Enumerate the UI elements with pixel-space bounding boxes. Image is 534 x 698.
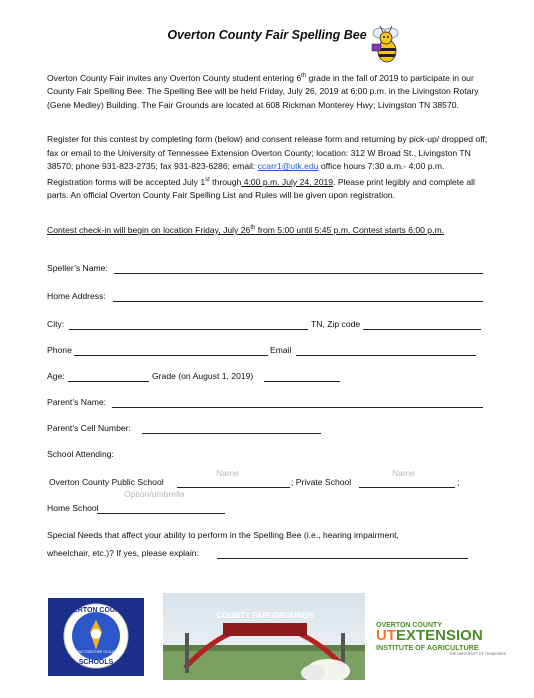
public-school-hint: Name bbox=[216, 468, 239, 478]
checkin-sup: th bbox=[250, 225, 256, 231]
phone-label: Phone bbox=[47, 345, 72, 355]
home-school-field[interactable] bbox=[97, 513, 225, 514]
email-link[interactable]: ccarr1@utk.edu bbox=[257, 161, 319, 172]
speller-name-field[interactable] bbox=[114, 273, 483, 274]
schools-logo-top-text: OVERTON COUNTY bbox=[63, 607, 129, 614]
home-school-hint: Option/umbrella bbox=[124, 489, 185, 499]
overton-schools-logo bbox=[48, 598, 144, 676]
intro-paragraph bbox=[47, 70, 492, 113]
speller-name-label: Speller’s Name: bbox=[47, 263, 108, 273]
register-deadline: 4:00 p.m. July 24, 2019 bbox=[241, 176, 334, 187]
city-field[interactable] bbox=[69, 329, 308, 330]
parent-name-field[interactable] bbox=[112, 407, 483, 408]
public-school-field[interactable] bbox=[177, 487, 290, 488]
private-school-label: ; Private School bbox=[291, 477, 352, 487]
email-label: Email bbox=[270, 345, 292, 355]
intro-sup: th bbox=[301, 73, 307, 79]
public-school-label: Overton County Public School bbox=[49, 477, 164, 487]
fair-sign-text: COUNTY FAIR GROUNDS bbox=[216, 611, 314, 620]
ext-institute-text: INSTITUTE OF AGRICULTURE bbox=[376, 643, 479, 652]
phone-field[interactable] bbox=[74, 355, 268, 356]
register-sup: st bbox=[205, 176, 210, 183]
register-text-b: office hours 7:30 a.m.- 4:00 p.m. Registration forms will be accepted July 1 bbox=[47, 161, 445, 187]
parent-cell-label: Parent’s Cell Number: bbox=[47, 423, 131, 433]
intro-text: Overton County Fair invites any Overton County student entering 6 bbox=[47, 72, 302, 83]
special-needs-label-2: wheelchair, etc.)? If yes, please explain: bbox=[47, 548, 199, 558]
ext-county-text: OVERTON COUNTY bbox=[376, 622, 442, 629]
checkin-text: Contest check-in will begin on location Friday, July 26 bbox=[47, 224, 251, 235]
ut-extension-logo bbox=[376, 622, 516, 662]
ext-ut-mark: UT bbox=[376, 627, 396, 644]
special-needs-label-1: Special Needs that affect your ability to perform in the Spelling Bee (i.e., hearing impairment, bbox=[47, 530, 399, 540]
private-school-field[interactable] bbox=[359, 487, 455, 488]
page-title: Overton County Fair Spelling Bee bbox=[167, 28, 367, 42]
ext-name-text: EXTENSION bbox=[396, 627, 483, 644]
city-label: City: bbox=[47, 319, 65, 329]
bee-mascot-icon bbox=[368, 24, 402, 64]
register-paragraph bbox=[47, 133, 492, 203]
special-needs-field[interactable] bbox=[217, 558, 468, 559]
age-field[interactable] bbox=[68, 381, 149, 382]
parent-name-label: Parent’s Name: bbox=[47, 397, 107, 407]
zip-code-field[interactable] bbox=[363, 329, 481, 330]
checkin-text-rest: from 5:00 until 5:45 p.m. Contest starts 6:00 p.m. bbox=[255, 224, 445, 235]
intro-text-rest: grade in the fall of 2019 to participate in our County Fair Spelling Bee. The Spelling Bee will be held Friday, July 26, 2019 at 6:00 p.m. in the Livingston Rotary (Gene Medley) Building. The Fair Grounds are located at 608 Rickman Monterey Hwy; Livingston TN 38570. bbox=[47, 72, 479, 111]
register-text: Register for this contest by completing form (below) and consent release form and returning by pick-up/ dropped off; fax or email to the University of Tennessee Extension Overton County; location: 312 W Broad St., Livingston TN 38570; phone 931-823-2735; fax 931-823-6286; email: bbox=[47, 134, 488, 172]
parent-cell-field[interactable] bbox=[142, 433, 321, 434]
checkin-paragraph bbox=[47, 222, 492, 237]
grade-field[interactable] bbox=[264, 381, 340, 382]
email-field[interactable] bbox=[296, 355, 476, 356]
private-school-semicolon: ; bbox=[457, 477, 460, 487]
ext-univ-text: THE UNIVERSITY OF TENNESSEE bbox=[449, 652, 506, 656]
private-school-hint: Name bbox=[392, 468, 415, 478]
tn-zip-label: TN, Zip code bbox=[311, 319, 361, 329]
register-text-e: . Please print legibly and complete all parts. An official Overton County Fair Spelling List and Rules will be given upon registration. bbox=[47, 176, 475, 201]
schools-logo-bottom-text: SCHOOLS bbox=[78, 659, 114, 666]
home-school-label: Home School bbox=[47, 503, 99, 513]
school-attending-label: School Attending: bbox=[47, 449, 114, 459]
home-address-field[interactable] bbox=[113, 301, 483, 302]
schools-logo-mid-text: WORKING TOGETHER TO SUCCEED bbox=[68, 650, 124, 654]
age-label: Age: bbox=[47, 371, 65, 381]
home-address-label: Home Address: bbox=[47, 291, 106, 301]
grade-label: Grade (on August 1, 2019) bbox=[152, 371, 254, 381]
fair-grounds-photo bbox=[163, 593, 365, 680]
register-text-c: through bbox=[209, 176, 242, 187]
